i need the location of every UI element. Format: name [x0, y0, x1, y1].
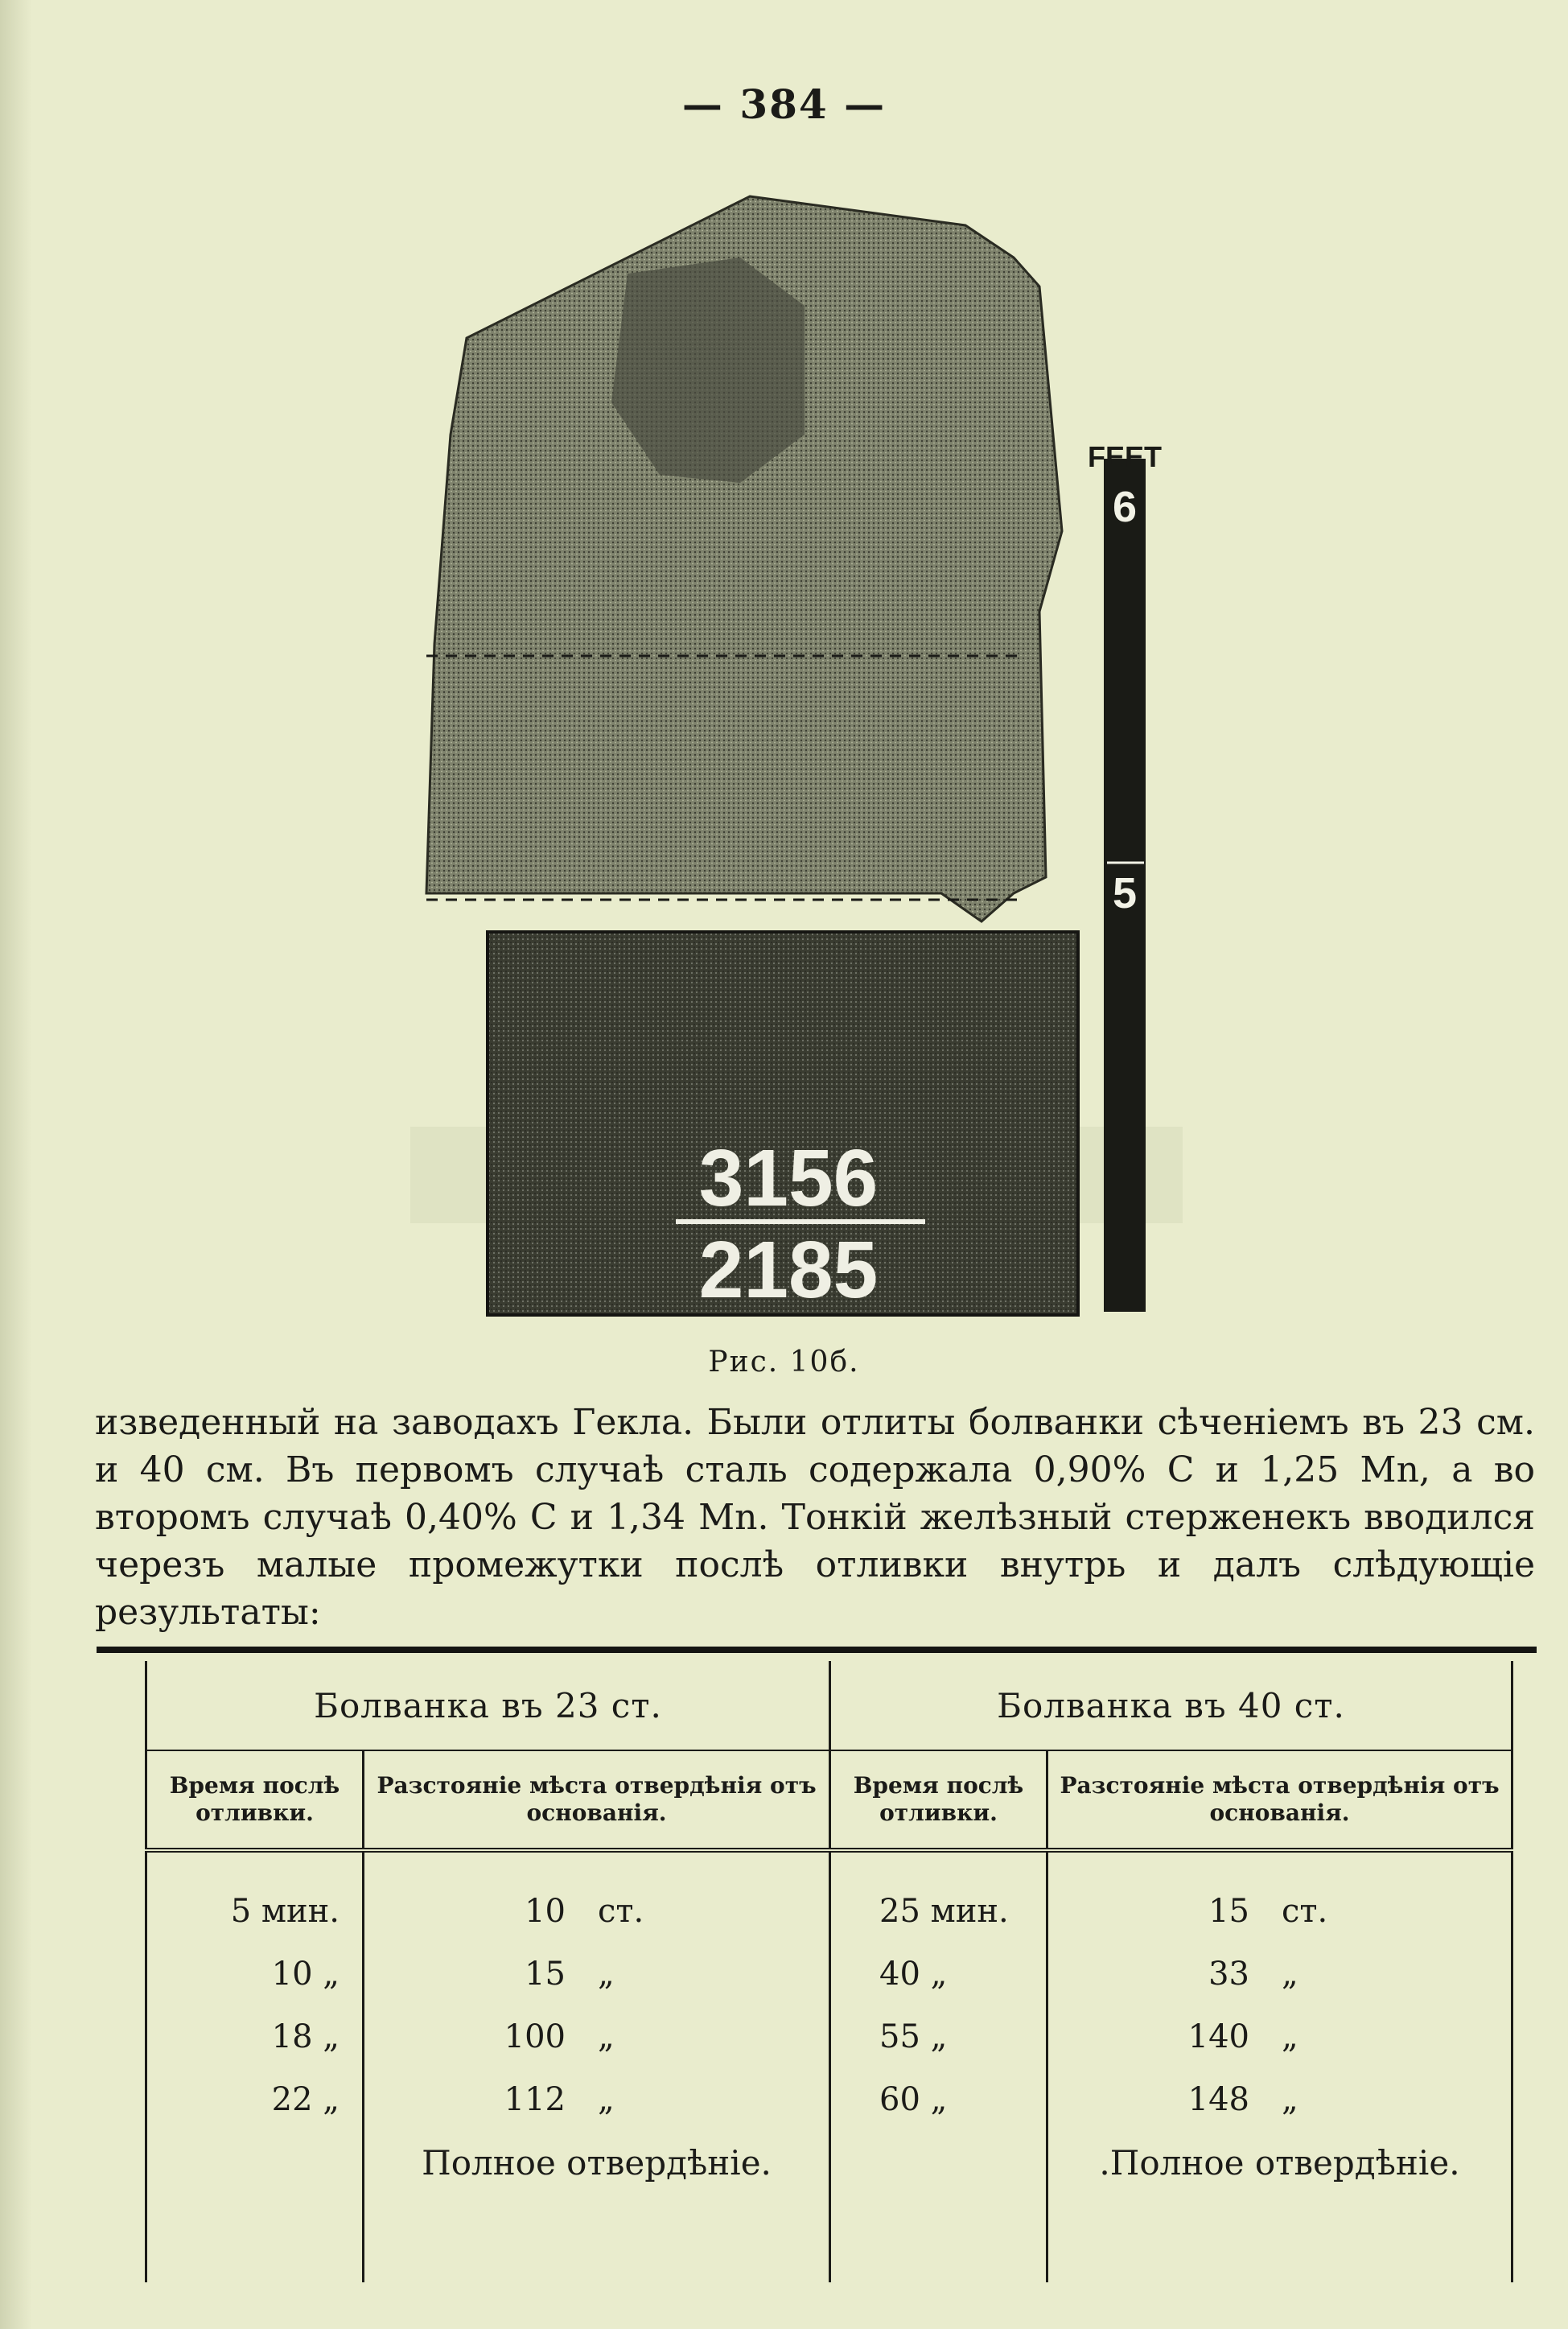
- page-number: — 384 —: [681, 80, 887, 128]
- full-solidification-right: .Полное отвердѣніе.: [1047, 2131, 1512, 2194]
- page-edge: [0, 0, 32, 2329]
- distance-left: [364, 1943, 830, 2005]
- distance-left: [364, 1850, 830, 1943]
- table-row: [146, 1943, 1512, 2005]
- distance-left-value: 100: [504, 2018, 566, 2055]
- distance-left-value: 112: [504, 2081, 566, 2118]
- scale-label: FEET: [1087, 440, 1163, 473]
- table-top-rule: [97, 1647, 1537, 1653]
- time-right: 25 мин.: [830, 1850, 1047, 1943]
- time-left: 10 „: [146, 1943, 364, 2005]
- distance-right: [1047, 1943, 1512, 2005]
- time-left: 22 „: [146, 2068, 364, 2131]
- table-row-full-solidification: [146, 2131, 1512, 2194]
- body-paragraph: изведенный на заводахъ Гекла. Были отлиты болванки сѣченіемъ въ 23 см. и 40 см. Въ первомъ случаѣ сталь содержала 0,90% C и 1,25 Mn, а во второмъ случаѣ 0,40% C и 1,34 Mn. Тонкій желѣзный стерженекъ вводился черезъ малые промежутки послѣ отливки внутрь и далъ слѣдующіе результаты:: [95, 1402, 1535, 1633]
- distance-right-value: 15: [1208, 1893, 1249, 1930]
- distance-right-value: 33: [1208, 1956, 1249, 1993]
- distance-left-unit: ст.: [598, 1893, 644, 1930]
- table-row: [146, 2068, 1512, 2131]
- time-right: 55 „: [830, 2005, 1047, 2068]
- time-right: 40 „: [830, 1943, 1047, 2005]
- ingot-mark-top: 3156: [698, 1133, 879, 1223]
- distance-right-value: 148: [1187, 2081, 1249, 2118]
- empty-cell: [830, 2131, 1047, 2194]
- empty-cell: [1047, 2194, 1512, 2282]
- time-left: 18 „: [146, 2005, 364, 2068]
- col-header-time-left: Время послѣ отливки.: [146, 1750, 364, 1850]
- distance-right-unit: „: [1282, 1956, 1298, 1993]
- ingot-mark-bottom: 2185: [698, 1225, 879, 1315]
- distance-left-unit: „: [598, 1956, 615, 1993]
- distance-right-value: 140: [1187, 2018, 1249, 2055]
- empty-cell: [146, 2131, 364, 2194]
- distance-right: [1047, 2005, 1512, 2068]
- time-left: 5 мин.: [146, 1850, 364, 1943]
- col-header-distance-right: Разстояніе мѣста отвердѣнія отъ основанія.: [1047, 1750, 1512, 1850]
- figure-caption: Рис. 10б.: [708, 1346, 860, 1379]
- table-row-tail: [146, 2194, 1512, 2282]
- distance-right-unit: „: [1282, 2018, 1298, 2055]
- ingot-photo-svg: [410, 193, 1183, 1320]
- empty-cell: [146, 2194, 364, 2282]
- figure-ingot-photo: [410, 193, 1183, 1320]
- empty-cell: [830, 2194, 1047, 2282]
- results-table: [145, 1661, 1513, 2282]
- distance-right-unit: „: [1282, 2081, 1298, 2118]
- scale-mark-lower: 5: [1112, 869, 1138, 917]
- time-right: 60 „: [830, 2068, 1047, 2131]
- table-row: [146, 1850, 1512, 1943]
- full-solidification-left: Полное отвердѣніе.: [364, 2131, 830, 2194]
- distance-left: [364, 2005, 830, 2068]
- empty-cell: [364, 2194, 830, 2282]
- table-column-header: [146, 1750, 1512, 1850]
- col-header-time-right: Время послѣ отливки.: [830, 1750, 1047, 1850]
- scale-mark-upper: 6: [1112, 483, 1138, 531]
- distance-left-unit: „: [598, 2081, 615, 2118]
- distance-left-value: 10: [525, 1893, 566, 1930]
- table-row: [146, 2005, 1512, 2068]
- table-group-header: [146, 1661, 1512, 1750]
- distance-right: [1047, 2068, 1512, 2131]
- group-header-23: Болванка въ 23 ст.: [146, 1661, 830, 1750]
- distance-left: [364, 2068, 830, 2131]
- col-header-distance-left: Разстояніе мѣста отвердѣнія отъ основанія.: [364, 1750, 830, 1850]
- distance-right: [1047, 1850, 1512, 1943]
- group-header-40: Болванка въ 40 ст.: [830, 1661, 1512, 1750]
- distance-left-value: 15: [525, 1956, 566, 1993]
- distance-right-unit: ст.: [1282, 1893, 1328, 1930]
- distance-left-unit: „: [598, 2018, 615, 2055]
